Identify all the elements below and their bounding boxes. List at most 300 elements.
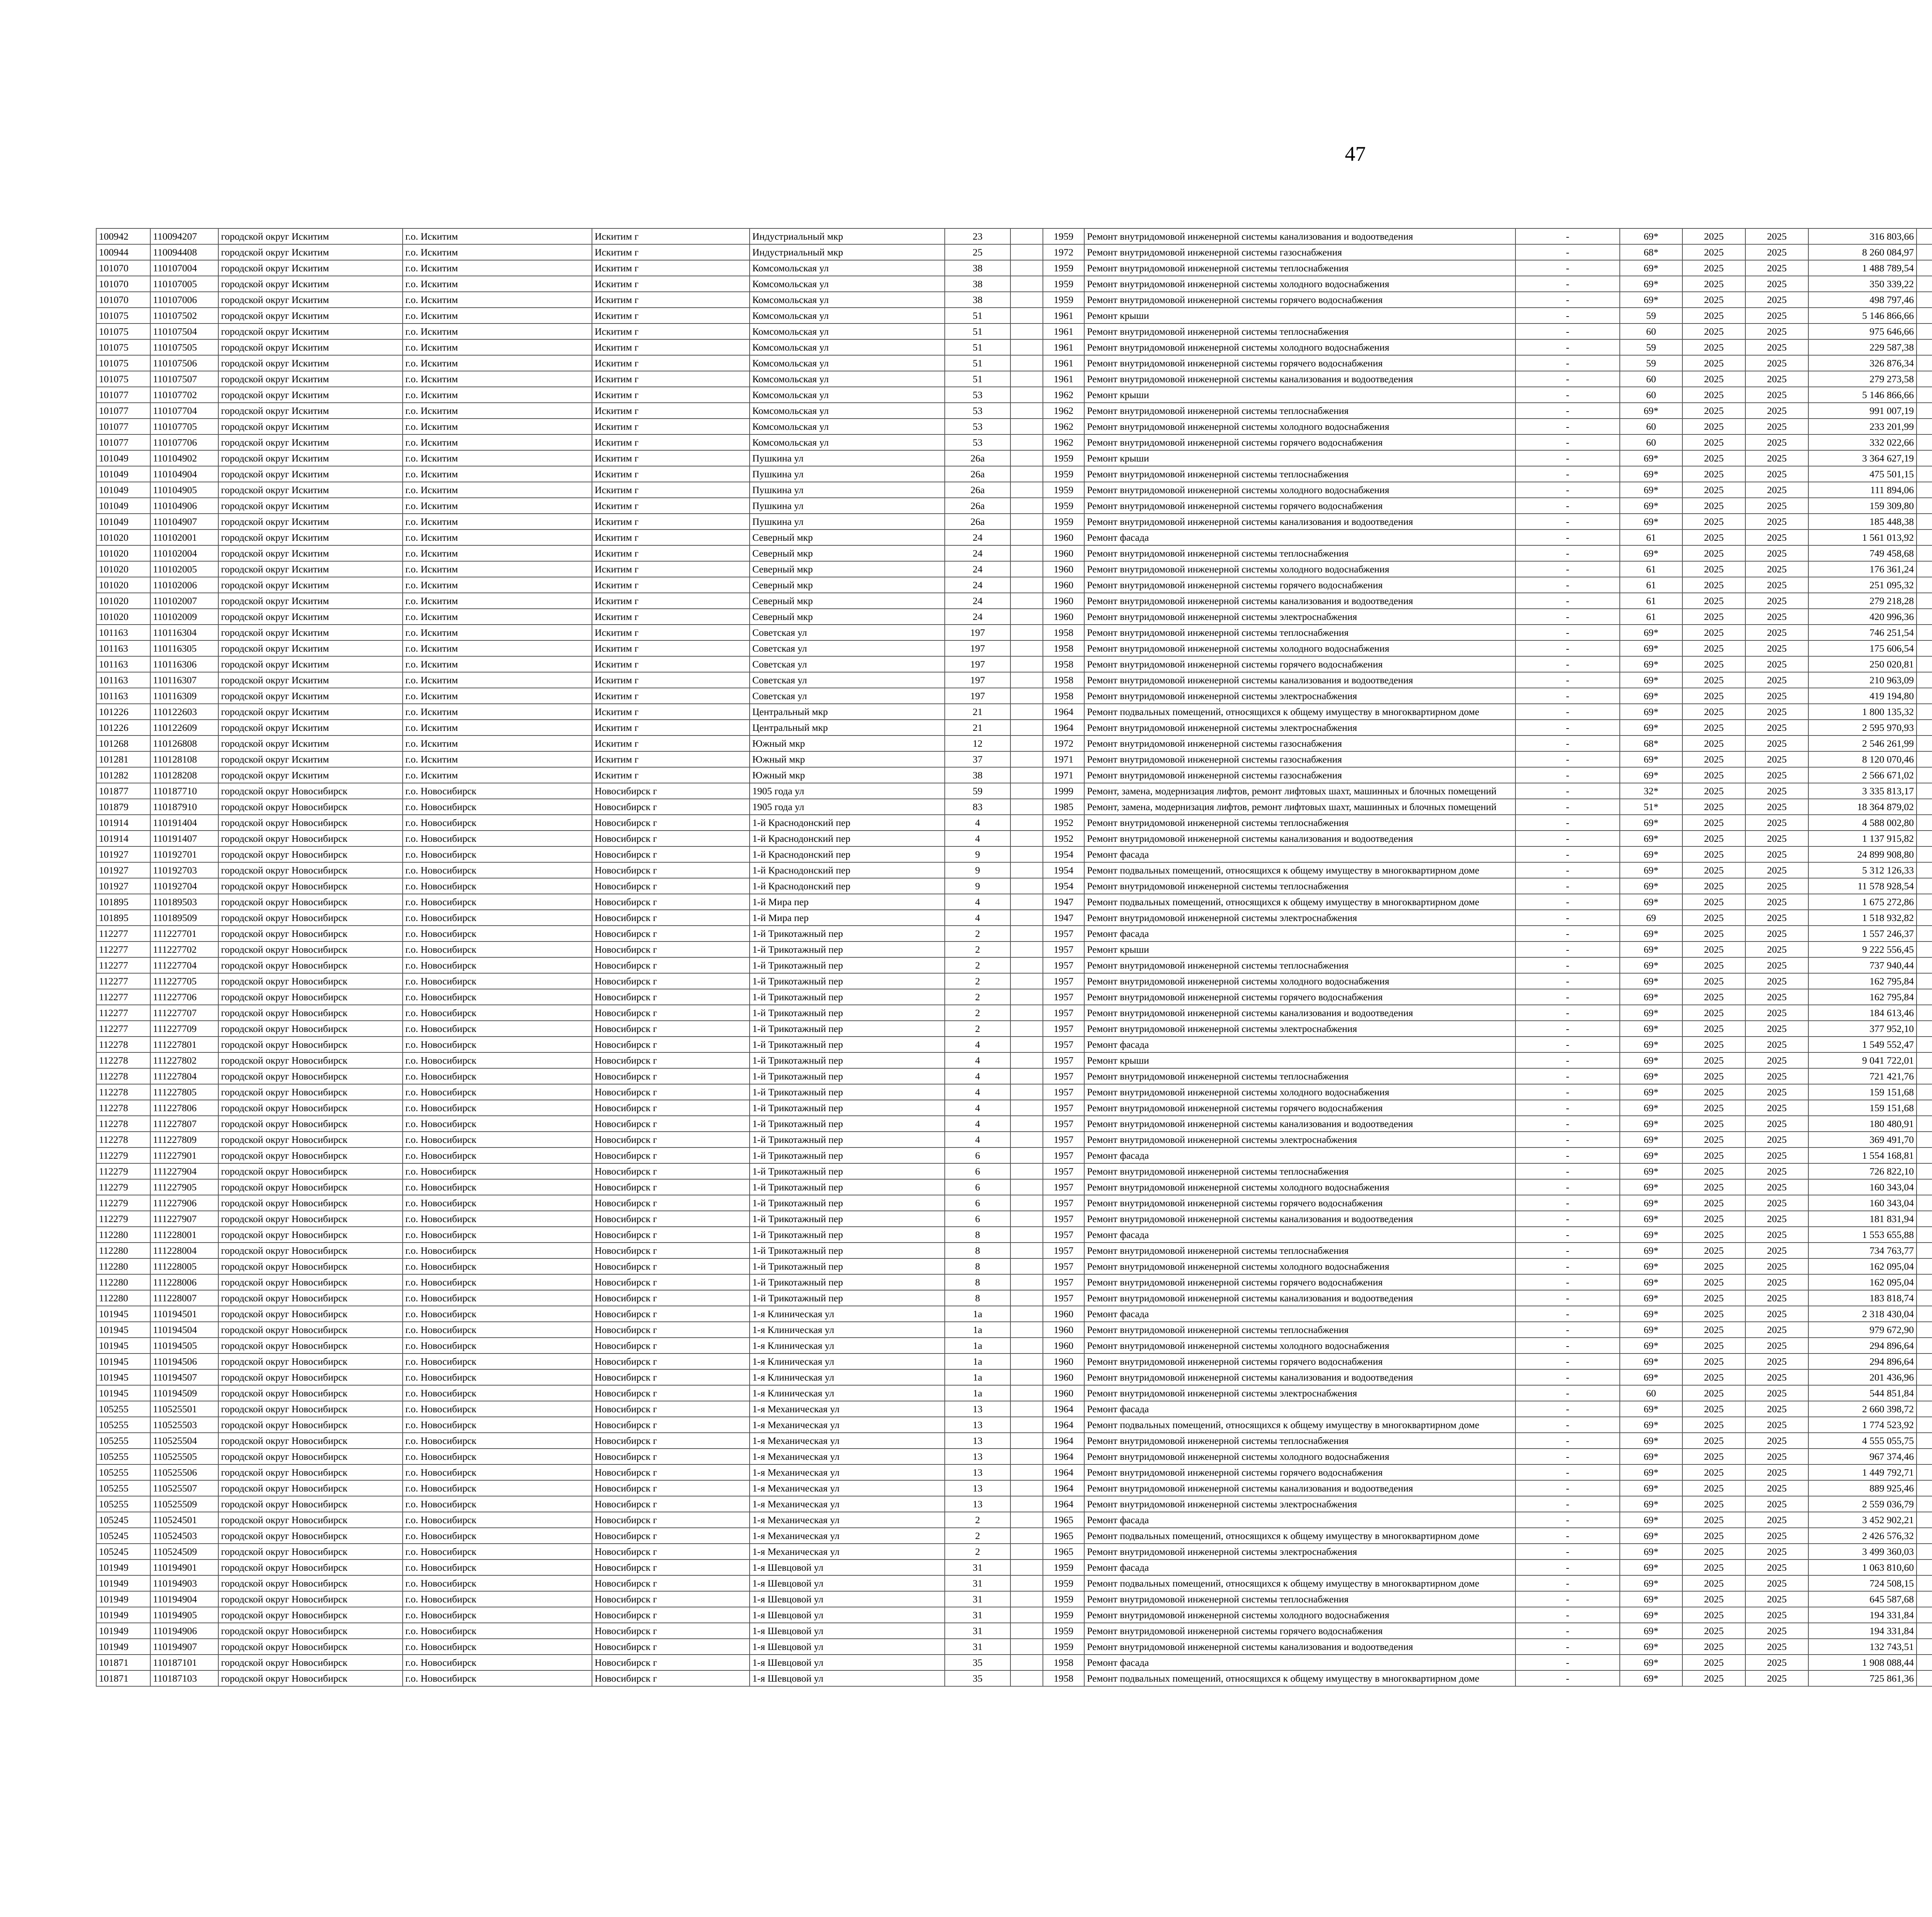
cell-work-id: 110191404 (150, 815, 218, 831)
table-row (96, 704, 1932, 720)
cell-year-built: 1960 (1043, 1385, 1084, 1401)
cell-building (1010, 1512, 1043, 1528)
cell-start-year: 2025 (1682, 910, 1745, 926)
cell-wear-percent: 69* (1620, 1258, 1682, 1274)
cell-year-built: 1957 (1043, 1274, 1084, 1290)
cell-street: 1-й Трикотажный пер (750, 1084, 945, 1100)
cell-settlement: Новосибирск г (592, 846, 750, 862)
cell-settlement: Новосибирск г (592, 1480, 750, 1496)
cell-municipality: г.о. Искитим (403, 593, 592, 609)
cell-unit: - (1515, 387, 1620, 403)
cell-work-type: Ремонт внутридомовой инженерной системы теплоснабжения (1084, 625, 1515, 640)
cell-wear-percent: 69* (1620, 1353, 1682, 1369)
cell-house-id: 112278 (96, 1116, 150, 1132)
table-row (96, 989, 1932, 1005)
cell-municipality: г.о. Новосибирск (403, 1258, 592, 1274)
cell-start-year: 2025 (1682, 419, 1745, 434)
cell-year-built: 1957 (1043, 941, 1084, 957)
cell-unit: - (1515, 1290, 1620, 1306)
cell-total-cost: 180 480,91 (1808, 1116, 1917, 1132)
cell-municipality: г.о. Новосибирск (403, 1639, 592, 1655)
cell-work-type: Ремонт внутридомовой инженерной системы теплоснабжения (1084, 323, 1515, 339)
cell-work-type: Ремонт внутридомовой инженерной системы теплоснабжения (1084, 1243, 1515, 1258)
cell-house-number: 37 (945, 751, 1010, 767)
cell-regional-fund-cost (1917, 767, 1932, 783)
cell-unit: - (1515, 577, 1620, 593)
cell-work-type: Ремонт внутридомовой инженерной системы холодного водоснабжения (1084, 1338, 1515, 1353)
cell-end-year: 2025 (1745, 1195, 1808, 1211)
cell-start-year: 2025 (1682, 735, 1745, 751)
cell-year-built: 1957 (1043, 1227, 1084, 1243)
cell-start-year: 2025 (1682, 1084, 1745, 1100)
cell-end-year: 2025 (1745, 1496, 1808, 1512)
cell-start-year: 2025 (1682, 941, 1745, 957)
cell-municipal-district: городской округ Новосибирск (218, 1338, 403, 1353)
cell-end-year: 2025 (1745, 1211, 1808, 1227)
cell-house-id: 100942 (96, 228, 150, 244)
cell-wear-percent: 69* (1620, 1052, 1682, 1068)
cell-regional-fund-cost (1917, 1544, 1932, 1559)
cell-house-number: 13 (945, 1433, 1010, 1449)
cell-regional-fund-cost (1917, 862, 1932, 878)
cell-settlement: Новосибирск г (592, 1401, 750, 1417)
cell-municipal-district: городской округ Новосибирск (218, 989, 403, 1005)
cell-house-id: 101927 (96, 846, 150, 862)
cell-street: 1-й Трикотажный пер (750, 1068, 945, 1084)
cell-work-type: Ремонт крыши (1084, 308, 1515, 323)
cell-unit: - (1515, 1163, 1620, 1179)
cell-total-cost: 889 925,46 (1808, 1480, 1917, 1496)
cell-house-id: 101895 (96, 894, 150, 910)
cell-settlement: Новосибирск г (592, 783, 750, 799)
table-row (96, 1227, 1932, 1243)
cell-building (1010, 355, 1043, 371)
cell-municipal-district: городской округ Новосибирск (218, 1306, 403, 1322)
cell-street: 1-й Трикотажный пер (750, 1005, 945, 1021)
cell-total-cost: 737 940,44 (1808, 957, 1917, 973)
cell-end-year: 2025 (1745, 751, 1808, 767)
cell-house-number: 53 (945, 403, 1010, 419)
cell-work-id: 110126808 (150, 735, 218, 751)
cell-end-year: 2025 (1745, 799, 1808, 815)
cell-total-cost: 233 201,99 (1808, 419, 1917, 434)
table-row (96, 1211, 1932, 1227)
cell-regional-fund-cost (1917, 1369, 1932, 1385)
cell-house-number: 2 (945, 941, 1010, 957)
cell-start-year: 2025 (1682, 1655, 1745, 1670)
cell-total-cost: 544 851,84 (1808, 1385, 1917, 1401)
cell-municipality: г.о. Искитим (403, 276, 592, 292)
cell-start-year: 2025 (1682, 1147, 1745, 1163)
cell-wear-percent: 61 (1620, 593, 1682, 609)
cell-work-type: Ремонт внутридомовой инженерной системы электроснабжения (1084, 1496, 1515, 1512)
cell-building (1010, 815, 1043, 831)
cell-regional-fund-cost (1917, 957, 1932, 973)
cell-house-number: 197 (945, 640, 1010, 656)
cell-municipal-district: городской округ Новосибирск (218, 1147, 403, 1163)
cell-regional-fund-cost (1917, 1021, 1932, 1037)
cell-total-cost: 975 646,66 (1808, 323, 1917, 339)
cell-municipal-district: городской округ Новосибирск (218, 1052, 403, 1068)
cell-end-year: 2025 (1745, 910, 1808, 926)
cell-wear-percent: 69* (1620, 1401, 1682, 1417)
cell-start-year: 2025 (1682, 514, 1745, 529)
cell-municipal-district: городской округ Искитим (218, 640, 403, 656)
cell-year-built: 1960 (1043, 1338, 1084, 1353)
cell-start-year: 2025 (1682, 1496, 1745, 1512)
cell-wear-percent: 69* (1620, 862, 1682, 878)
cell-unit: - (1515, 1243, 1620, 1258)
cell-year-built: 1958 (1043, 1670, 1084, 1686)
cell-house-id: 101075 (96, 371, 150, 387)
cell-settlement: Новосибирск г (592, 1021, 750, 1037)
cell-municipality: г.о. Искитим (403, 466, 592, 482)
table-row (96, 894, 1932, 910)
cell-total-cost: 1 553 655,88 (1808, 1227, 1917, 1243)
cell-house-number: 4 (945, 831, 1010, 846)
table-row (96, 1575, 1932, 1591)
cell-municipality: г.о. Искитим (403, 323, 592, 339)
cell-work-type: Ремонт фасада (1084, 926, 1515, 941)
cell-end-year: 2025 (1745, 355, 1808, 371)
cell-work-type: Ремонт внутридомовой инженерной системы газоснабжения (1084, 751, 1515, 767)
cell-work-id: 110107702 (150, 387, 218, 403)
cell-year-built: 1957 (1043, 1163, 1084, 1179)
cell-building (1010, 1227, 1043, 1243)
cell-municipality: г.о. Новосибирск (403, 1290, 592, 1306)
cell-house-id: 101049 (96, 450, 150, 466)
cell-building (1010, 1575, 1043, 1591)
cell-work-type: Ремонт внутридомовой инженерной системы газоснабжения (1084, 767, 1515, 783)
cell-regional-fund-cost (1917, 371, 1932, 387)
cell-settlement: Искитим г (592, 609, 750, 625)
cell-house-id: 101945 (96, 1306, 150, 1322)
cell-building (1010, 957, 1043, 973)
cell-total-cost: 991 007,19 (1808, 403, 1917, 419)
cell-end-year: 2025 (1745, 1005, 1808, 1021)
cell-work-type: Ремонт фасада (1084, 846, 1515, 862)
cell-regional-fund-cost (1917, 910, 1932, 926)
cell-street: Южный мкр (750, 751, 945, 767)
cell-regional-fund-cost (1917, 1338, 1932, 1353)
cell-municipality: г.о. Искитим (403, 244, 592, 260)
cell-building (1010, 323, 1043, 339)
cell-street: Северный мкр (750, 545, 945, 561)
cell-municipal-district: городской округ Искитим (218, 751, 403, 767)
cell-regional-fund-cost (1917, 228, 1932, 244)
table-row (96, 466, 1932, 482)
cell-end-year: 2025 (1745, 1591, 1808, 1607)
cell-work-type: Ремонт фасада (1084, 1227, 1515, 1243)
cell-house-number: 51 (945, 371, 1010, 387)
cell-settlement: Новосибирск г (592, 1369, 750, 1385)
cell-total-cost: 279 273,58 (1808, 371, 1917, 387)
table-row (96, 688, 1932, 704)
cell-building (1010, 276, 1043, 292)
cell-end-year: 2025 (1745, 704, 1808, 720)
cell-house-id: 101075 (96, 339, 150, 355)
cell-work-id: 111227904 (150, 1163, 218, 1179)
cell-municipal-district: городской округ Новосибирск (218, 1369, 403, 1385)
table-row (96, 1385, 1932, 1401)
cell-work-id: 110116305 (150, 640, 218, 656)
cell-wear-percent: 69* (1620, 260, 1682, 276)
table-row (96, 878, 1932, 894)
cell-year-built: 1957 (1043, 1116, 1084, 1132)
cell-settlement: Искитим г (592, 656, 750, 672)
cell-street: 1-й Трикотажный пер (750, 1132, 945, 1147)
cell-end-year: 2025 (1745, 1401, 1808, 1417)
cell-wear-percent: 69* (1620, 1227, 1682, 1243)
cell-street: Комсомольская ул (750, 292, 945, 308)
cell-unit: - (1515, 1512, 1620, 1528)
cell-settlement: Искитим г (592, 339, 750, 355)
cell-street: 1-й Трикотажный пер (750, 1100, 945, 1116)
cell-house-id: 112280 (96, 1274, 150, 1290)
cell-settlement: Новосибирск г (592, 1258, 750, 1274)
cell-municipality: г.о. Искитим (403, 751, 592, 767)
cell-municipal-district: городской округ Новосибирск (218, 1021, 403, 1037)
cell-start-year: 2025 (1682, 1607, 1745, 1623)
cell-municipality: г.о. Новосибирск (403, 1496, 592, 1512)
cell-house-id: 101163 (96, 656, 150, 672)
cell-unit: - (1515, 1338, 1620, 1353)
cell-municipality: г.о. Новосибирск (403, 1464, 592, 1480)
cell-house-number: 24 (945, 561, 1010, 577)
table-row (96, 403, 1932, 419)
cell-year-built: 1957 (1043, 1211, 1084, 1227)
cell-street: Комсомольская ул (750, 323, 945, 339)
cell-regional-fund-cost (1917, 244, 1932, 260)
cell-unit: - (1515, 228, 1620, 244)
cell-regional-fund-cost (1917, 545, 1932, 561)
cell-year-built: 1964 (1043, 720, 1084, 735)
cell-building (1010, 450, 1043, 466)
cell-regional-fund-cost (1917, 1353, 1932, 1369)
cell-house-number: 6 (945, 1179, 1010, 1195)
cell-regional-fund-cost (1917, 1670, 1932, 1686)
cell-house-id: 101945 (96, 1338, 150, 1353)
cell-house-number: 4 (945, 1068, 1010, 1084)
cell-municipal-district: городской округ Искитим (218, 228, 403, 244)
cell-start-year: 2025 (1682, 1037, 1745, 1052)
cell-building (1010, 1052, 1043, 1068)
cell-unit: - (1515, 783, 1620, 799)
cell-regional-fund-cost (1917, 926, 1932, 941)
cell-work-type: Ремонт внутридомовой инженерной системы канализования и водоотведения (1084, 228, 1515, 244)
cell-regional-fund-cost (1917, 720, 1932, 735)
cell-wear-percent: 69* (1620, 1116, 1682, 1132)
cell-total-cost: 2 546 261,99 (1808, 735, 1917, 751)
cell-settlement: Новосибирск г (592, 1211, 750, 1227)
cell-end-year: 2025 (1745, 1544, 1808, 1559)
cell-total-cost: 5 146 866,66 (1808, 308, 1917, 323)
cell-house-id: 101020 (96, 593, 150, 609)
cell-street: 1-й Трикотажный пер (750, 926, 945, 941)
cell-house-id: 101895 (96, 910, 150, 926)
cell-work-id: 110104907 (150, 514, 218, 529)
cell-house-number: 197 (945, 672, 1010, 688)
cell-municipal-district: городской округ Новосибирск (218, 1544, 403, 1559)
cell-end-year: 2025 (1745, 498, 1808, 514)
table-row (96, 482, 1932, 498)
cell-wear-percent: 59 (1620, 355, 1682, 371)
cell-work-id: 110187710 (150, 783, 218, 799)
cell-end-year: 2025 (1745, 878, 1808, 894)
cell-municipal-district: городской округ Новосибирск (218, 1496, 403, 1512)
cell-regional-fund-cost (1917, 672, 1932, 688)
cell-municipal-district: городской округ Искитим (218, 323, 403, 339)
cell-street: 1-й Краснодонский пер (750, 846, 945, 862)
cell-year-built: 1957 (1043, 1052, 1084, 1068)
cell-building (1010, 1401, 1043, 1417)
cell-settlement: Новосибирск г (592, 1512, 750, 1528)
cell-unit: - (1515, 846, 1620, 862)
table-row (96, 1655, 1932, 1670)
cell-house-id: 112279 (96, 1195, 150, 1211)
cell-total-cost: 24 899 908,80 (1808, 846, 1917, 862)
cell-wear-percent: 69* (1620, 720, 1682, 735)
cell-building (1010, 1338, 1043, 1353)
cell-work-id: 110194903 (150, 1575, 218, 1591)
cell-end-year: 2025 (1745, 688, 1808, 704)
cell-end-year: 2025 (1745, 308, 1808, 323)
cell-regional-fund-cost (1917, 751, 1932, 767)
cell-house-id: 101049 (96, 498, 150, 514)
cell-street: 1-й Трикотажный пер (750, 1258, 945, 1274)
cell-municipality: г.о. Искитим (403, 704, 592, 720)
cell-street: 1-я Механическая ул (750, 1464, 945, 1480)
cell-year-built: 1964 (1043, 1480, 1084, 1496)
cell-end-year: 2025 (1745, 1258, 1808, 1274)
cell-municipal-district: городской округ Новосибирск (218, 799, 403, 815)
cell-unit: - (1515, 1623, 1620, 1639)
cell-end-year: 2025 (1745, 1322, 1808, 1338)
cell-work-type: Ремонт внутридомовой инженерной системы газоснабжения (1084, 244, 1515, 260)
cell-municipality: г.о. Новосибирск (403, 894, 592, 910)
cell-year-built: 1960 (1043, 561, 1084, 577)
cell-year-built: 1959 (1043, 276, 1084, 292)
cell-work-id: 110191407 (150, 831, 218, 846)
cell-start-year: 2025 (1682, 973, 1745, 989)
cell-municipality: г.о. Новосибирск (403, 846, 592, 862)
cell-wear-percent: 69* (1620, 1243, 1682, 1258)
cell-settlement: Новосибирск г (592, 1528, 750, 1544)
cell-year-built: 1957 (1043, 1084, 1084, 1100)
cell-year-built: 1964 (1043, 1496, 1084, 1512)
cell-house-id: 101226 (96, 720, 150, 735)
cell-municipality: г.о. Новосибирск (403, 1623, 592, 1639)
cell-total-cost: 1 675 272,86 (1808, 894, 1917, 910)
cell-municipal-district: городской округ Новосибирск (218, 1433, 403, 1449)
cell-start-year: 2025 (1682, 704, 1745, 720)
cell-start-year: 2025 (1682, 371, 1745, 387)
cell-house-number: 2 (945, 973, 1010, 989)
cell-house-number: 8 (945, 1227, 1010, 1243)
cell-regional-fund-cost (1917, 276, 1932, 292)
cell-end-year: 2025 (1745, 720, 1808, 735)
cell-building (1010, 1353, 1043, 1369)
cell-work-type: Ремонт подвальных помещений, относящихся к общему имуществу в многоквартирном доме (1084, 704, 1515, 720)
table-row (96, 577, 1932, 593)
cell-settlement: Искитим г (592, 672, 750, 688)
cell-work-id: 110194904 (150, 1591, 218, 1607)
cell-year-built: 1957 (1043, 1068, 1084, 1084)
cell-total-cost: 1 557 246,37 (1808, 926, 1917, 941)
cell-municipal-district: городской округ Новосибирск (218, 1132, 403, 1147)
cell-wear-percent: 69 (1620, 910, 1682, 926)
cell-work-id: 110104904 (150, 466, 218, 482)
table-row (96, 308, 1932, 323)
cell-municipal-district: городской округ Новосибирск (218, 1227, 403, 1243)
cell-regional-fund-cost (1917, 1147, 1932, 1163)
cell-work-type: Ремонт внутридомовой инженерной системы теплоснабжения (1084, 1163, 1515, 1179)
cell-house-number: 9 (945, 846, 1010, 862)
cell-work-type: Ремонт внутридомовой инженерной системы теплоснабжения (1084, 957, 1515, 973)
cell-end-year: 2025 (1745, 735, 1808, 751)
cell-municipal-district: городской округ Искитим (218, 625, 403, 640)
table-row (96, 1306, 1932, 1322)
cell-end-year: 2025 (1745, 1227, 1808, 1243)
cell-year-built: 1960 (1043, 545, 1084, 561)
cell-work-id: 111227906 (150, 1195, 218, 1211)
cell-wear-percent: 69* (1620, 1512, 1682, 1528)
table-row (96, 735, 1932, 751)
cell-regional-fund-cost (1917, 260, 1932, 276)
table-row (96, 1464, 1932, 1480)
cell-unit: - (1515, 1306, 1620, 1322)
cell-house-number: 1а (945, 1338, 1010, 1353)
cell-municipal-district: городской округ Новосибирск (218, 1449, 403, 1464)
cell-start-year: 2025 (1682, 434, 1745, 450)
cell-unit: - (1515, 1037, 1620, 1052)
cell-street: 1-я Клиническая ул (750, 1369, 945, 1385)
cell-wear-percent: 69* (1620, 989, 1682, 1005)
cell-building (1010, 1211, 1043, 1227)
cell-end-year: 2025 (1745, 1449, 1808, 1464)
cell-house-number: 4 (945, 894, 1010, 910)
cell-unit: - (1515, 1607, 1620, 1623)
cell-total-cost: 162 795,84 (1808, 989, 1917, 1005)
cell-house-id: 101020 (96, 577, 150, 593)
cell-work-type: Ремонт фасада (1084, 1306, 1515, 1322)
cell-regional-fund-cost (1917, 292, 1932, 308)
cell-regional-fund-cost (1917, 894, 1932, 910)
cell-house-id: 101020 (96, 561, 150, 577)
cell-work-type: Ремонт внутридомовой инженерной системы электроснабжения (1084, 910, 1515, 926)
cell-settlement: Новосибирск г (592, 1670, 750, 1686)
cell-wear-percent: 69* (1620, 1623, 1682, 1639)
cell-unit: - (1515, 1353, 1620, 1369)
cell-unit: - (1515, 561, 1620, 577)
cell-house-number: 4 (945, 1052, 1010, 1068)
cell-work-id: 110116307 (150, 672, 218, 688)
cell-settlement: Новосибирск г (592, 941, 750, 957)
cell-end-year: 2025 (1745, 1353, 1808, 1369)
cell-house-id: 101020 (96, 609, 150, 625)
cell-building (1010, 244, 1043, 260)
cell-settlement: Новосибирск г (592, 1037, 750, 1052)
cell-work-id: 110102007 (150, 593, 218, 609)
cell-municipality: г.о. Искитим (403, 625, 592, 640)
cell-municipal-district: городской округ Новосибирск (218, 1116, 403, 1132)
cell-unit: - (1515, 1559, 1620, 1575)
cell-unit: - (1515, 545, 1620, 561)
cell-municipality: г.о. Новосибирск (403, 1544, 592, 1559)
cell-house-id: 101945 (96, 1353, 150, 1369)
cell-start-year: 2025 (1682, 355, 1745, 371)
cell-wear-percent: 69* (1620, 831, 1682, 846)
